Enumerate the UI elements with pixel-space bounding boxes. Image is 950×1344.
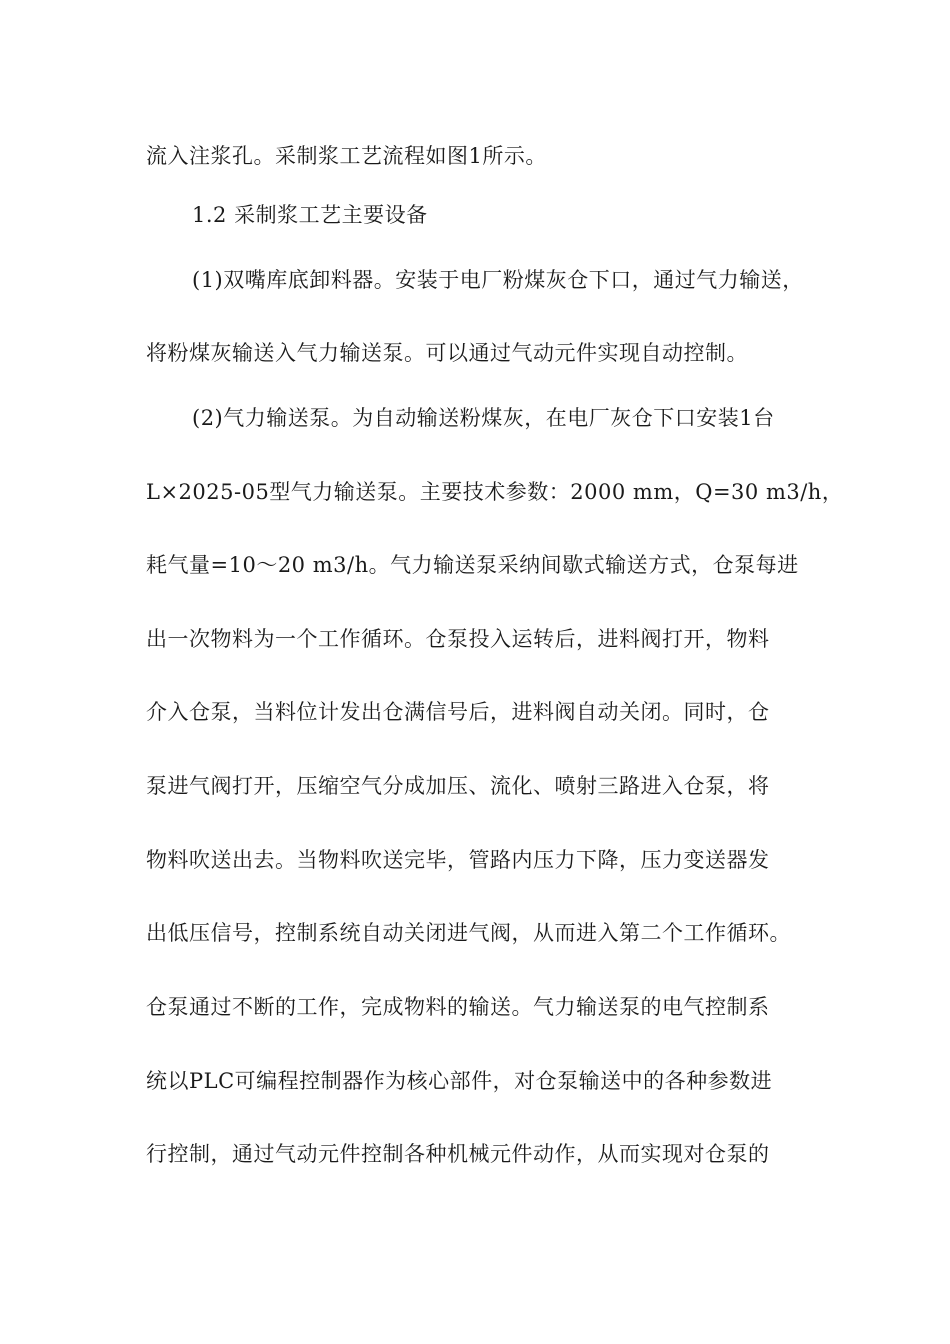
section-heading: 1.2 采制浆工艺主要设备	[192, 203, 428, 227]
text-line-4: 将粉煤灰输送入气力输送泵。可以通过气动元件实现自动控制。	[146, 341, 748, 365]
text-line-5: (2)气力输送泵。为自动输送粉煤灰，在电厂灰仓下口安装1台	[192, 406, 775, 430]
text-line-7: 耗气量=10～20 m3/h。气力输送泵采纳间歇式输送方式，仓泵每进	[146, 553, 799, 577]
text-line-10: 泵进气阀打开，压缩空气分成加压、流化、喷射三路进入仓泵，将	[146, 774, 770, 798]
text-line-1: 流入注浆孔。采制浆工艺流程如图1所示。	[146, 144, 547, 168]
text-line-9: 介入仓泵，当料位计发出仓满信号后，进料阀自动关闭。同时，仓	[146, 700, 770, 724]
text-line-12: 出低压信号，控制系统自动关闭进气阀，从而进入第二个工作循环。	[146, 921, 791, 945]
text-line-6: L×2025-05型气力输送泵。主要技术参数：2000 mm，Q=30 m3/h，	[146, 480, 844, 504]
text-line-15: 行控制，通过气动元件控制各种机械元件动作，从而实现对仓泵的	[146, 1142, 770, 1166]
text-line-13: 仓泵通过不断的工作，完成物料的输送。气力输送泵的电气控制系	[146, 995, 770, 1019]
text-line-8: 出一次物料为一个工作循环。仓泵投入运转后，进料阀打开，物料	[146, 627, 770, 651]
text-line-3: (1)双嘴库底卸料器。安装于电厂粉煤灰仓下口，通过气力输送，	[192, 268, 804, 292]
text-line-14: 统以PLC可编程控制器作为核心部件，对仓泵输送中的各种参数进	[146, 1069, 773, 1093]
text-line-11: 物料吹送出去。当物料吹送完毕，管路内压力下降，压力变送器发	[146, 848, 770, 872]
